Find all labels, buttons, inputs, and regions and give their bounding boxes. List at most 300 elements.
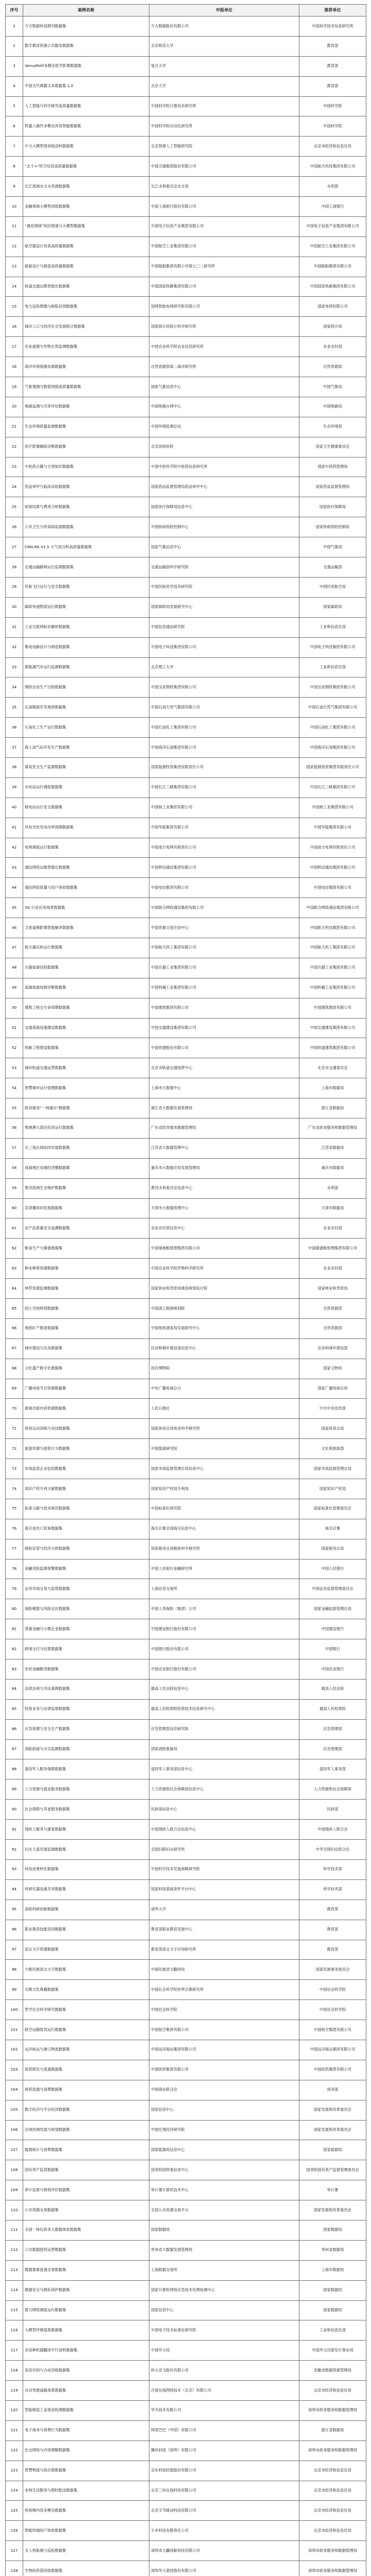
row-case-name: 智能终端用户体验数据集	[23, 2521, 149, 2541]
row-applicant: 中国石油化工集团有限公司	[149, 718, 299, 738]
row-applicant: 中国国家铁路集团有限公司	[149, 277, 299, 297]
row-recommender: 科学技术部	[299, 1859, 366, 1879]
row-recommender: 国家发展和改革委员会	[299, 2120, 366, 2140]
row-recommender: 国家数据局	[299, 2280, 366, 2300]
row-index: 68	[6, 1359, 23, 1379]
row-applicant: 中国人寿保险（集团）公司	[149, 1599, 299, 1619]
row-case-name: 船舶设计与制造高质量数据集	[23, 257, 149, 277]
row-case-name: 公共资源交易数据集	[23, 2200, 149, 2221]
row-recommender: 中国残疾人联合会	[299, 1820, 366, 1840]
row-applicant: 国家气象信息中心	[149, 537, 299, 557]
row-index: 39	[6, 777, 23, 798]
row-recommender: 中国石油化工集团有限公司	[299, 718, 366, 738]
table-row	[6, 1960, 366, 1980]
row-case-name: 黄河流域生态保护数据集	[23, 1178, 149, 1198]
row-applicant: 复旦大学	[149, 56, 299, 76]
table-row	[6, 2420, 366, 2441]
row-applicant: 中国民族语文翻译局	[149, 1960, 299, 1980]
table-row	[6, 1980, 366, 2000]
row-recommender: 北京市经济和信息化局	[299, 2481, 366, 2501]
row-recommender: 国家标准化管理委员会	[299, 1499, 366, 1519]
table-row	[6, 2160, 366, 2180]
row-index: 87	[6, 1739, 23, 1759]
row-applicant: 清华大学	[149, 1900, 299, 1920]
row-applicant: 中国远洋海运集团有限公司	[149, 2040, 299, 2060]
row-index: 24	[6, 477, 23, 497]
row-case-name: 海上油气田开发生产数据集	[23, 738, 149, 758]
row-applicant: 中国医药集团有限公司	[149, 2060, 299, 2080]
table-row	[6, 1679, 366, 1699]
row-index: 42	[6, 838, 23, 858]
row-case-name: 国土空间规划数据集	[23, 1299, 149, 1319]
row-recommender: 住房和城乡建设部	[299, 1338, 366, 1359]
row-recommender: 水利部	[299, 177, 366, 197]
row-case-name: 医保结算与费用分析数据集	[23, 497, 149, 517]
row-recommender: 国家数据局	[299, 2300, 366, 2320]
row-case-name: 数据安全与隐私保护数据集	[23, 2280, 149, 2300]
table-row	[6, 2481, 366, 2501]
row-recommender: 中国科学技术信息研究所	[299, 16, 366, 37]
row-index: 91	[6, 1820, 23, 1840]
row-applicant: 中国科学院计算技术研究所	[149, 96, 299, 116]
row-case-name: 保险精算与风险定价数据集	[23, 1599, 149, 1619]
row-index: 92	[6, 1840, 23, 1860]
row-case-name: 钢铁冶金生产过程数据集	[23, 677, 149, 698]
row-index: 94	[6, 1879, 23, 1900]
row-index: 109	[6, 2180, 23, 2200]
row-case-name: 商贸流通与消费数据集	[23, 2080, 149, 2100]
row-recommender: 自然资源部	[299, 1299, 366, 1319]
row-case-name: 铁路工程建设数据集	[23, 1038, 149, 1058]
row-case-name: 哲学社会科学研究数据集	[23, 2000, 149, 2020]
row-recommender: 中国航天科技集团有限公司	[299, 157, 366, 177]
row-applicant: 国家计算机网络应急技术处理协调中心	[149, 2280, 299, 2300]
row-index: 43	[6, 858, 23, 878]
table-row	[6, 1879, 366, 1900]
row-recommender: 国家邮政局	[299, 597, 366, 617]
row-applicant: 黄河水利委员会信息中心	[149, 1178, 299, 1198]
row-applicant: 国家知识产权局专利局	[149, 1479, 299, 1499]
row-applicant: 中国宝武钢铁集团有限公司	[149, 677, 299, 698]
row-recommender: 国家发展和改革委员会	[299, 2100, 366, 2120]
row-applicant: 国家邮政局发展研究中心	[149, 597, 299, 617]
row-case-name: 工业互联网标识解析数据集	[23, 617, 149, 637]
row-applicant: 中国交通建设集团有限公司	[149, 1018, 299, 1038]
row-recommender: 中国移动通信集团有限公司	[299, 858, 366, 878]
row-recommender: 国家能源投资集团有限责任公司	[299, 757, 366, 777]
row-applicant: 深圳市大疆创新科技有限公司	[149, 2541, 299, 2561]
row-case-name: 种业种质资源数据集	[23, 1259, 149, 1279]
row-case-name: 风电光伏发电功率预测数据集	[23, 818, 149, 838]
row-case-name: 药品审评与临床试验数据集	[23, 477, 149, 497]
table-row	[6, 2561, 366, 2576]
row-recommender: 重庆市数据局	[299, 1158, 366, 1178]
row-case-name: 城市建设与住房数据集	[23, 1338, 149, 1359]
row-applicant: 中国残疾人联合会信息中心	[149, 1820, 299, 1840]
row-case-name: 区域协调发展与规划数据集	[23, 2120, 149, 2140]
row-applicant: 应急管理部信息研究院	[149, 1719, 299, 1739]
table-row	[6, 818, 366, 838]
row-recommender: 民政部	[299, 1800, 366, 1820]
row-applicant: 中国社会科学院	[149, 2000, 299, 2020]
table-row	[6, 858, 366, 878]
table-row	[6, 96, 366, 116]
row-index: 122	[6, 2441, 23, 2461]
row-index: 88	[6, 1759, 23, 1780]
table-row	[6, 1379, 366, 1399]
row-case-name: 生态环境质量监测数据集	[23, 417, 149, 437]
row-index: 118	[6, 2361, 23, 2381]
row-case-name: 新能源汽车运行监测数据集	[23, 657, 149, 677]
row-applicant: 中国航天科工集团有限公司	[149, 938, 299, 958]
row-index: 35	[6, 698, 23, 718]
document-sheet	[5, 4, 366, 2576]
row-recommender: 工业和信息化部	[299, 617, 366, 637]
row-applicant: 最高人民法院信息中心	[149, 1679, 299, 1699]
row-recommender: 中国科学院	[299, 96, 366, 116]
row-case-name: 石油化工生产运行数据集	[23, 718, 149, 738]
row-index: 52	[6, 1038, 23, 1058]
table-row	[6, 1078, 366, 1098]
row-case-name: 证券市场交易与监管数据集	[23, 1579, 149, 1599]
row-index: 83	[6, 1659, 23, 1680]
row-index: 56	[6, 1118, 23, 1138]
row-recommender: 广东省政务服务和数据管理局	[299, 1118, 366, 1138]
row-recommender: 中国航天科技集团有限公司	[299, 918, 366, 938]
row-case-name: 跨境支付与结算数据集	[23, 1639, 149, 1659]
row-index: 101	[6, 2020, 23, 2040]
row-case-name: 林草资源监测数据集	[23, 1279, 149, 1299]
row-applicant: 中国联合网络通信集团有限公司	[149, 898, 299, 918]
table-row	[6, 2200, 366, 2221]
row-applicant: 中国南方电网有限责任公司	[149, 838, 299, 858]
row-index: 115	[6, 2300, 23, 2320]
row-index: 69	[6, 1379, 23, 1399]
row-applicant: 上海市大数据中心	[149, 1078, 299, 1098]
row-index: 77	[6, 1539, 23, 1559]
row-recommender: 深圳市政务服务和数据管理局	[299, 2400, 366, 2420]
row-index: 80	[6, 1599, 23, 1619]
row-case-name: 医疗影像辅助诊断数据集	[23, 437, 149, 457]
row-index: 55	[6, 1098, 23, 1118]
row-recommender: 北京市经济和信息化局	[299, 137, 366, 157]
row-case-name: 通信网络质量与用户体验数据集	[23, 878, 149, 898]
row-applicant: 中国石油天然气集团有限公司	[149, 698, 299, 718]
table-row	[6, 1840, 366, 1860]
row-index: 62	[6, 1239, 23, 1259]
row-index: 85	[6, 1699, 23, 1719]
row-case-name: 妇女儿童发展监测数据集	[23, 1840, 149, 1860]
row-recommender: 农业农村部	[299, 1218, 366, 1239]
row-recommender: 浙江省数据局	[299, 2420, 366, 2441]
row-applicant: 交通运输部科学研究院	[149, 557, 299, 578]
row-case-name: 少数民族语言文字数据集	[23, 1960, 149, 1980]
table-row	[6, 2120, 366, 2140]
table-row	[6, 1279, 366, 1299]
row-index: 51	[6, 1018, 23, 1038]
row-applicant: 中国船舶集团有限公司第七〇二研究所	[149, 257, 299, 277]
row-recommender: 中国建筑集团有限公司	[299, 998, 366, 1018]
row-case-name: 民航飞行运行与安全数据集	[23, 577, 149, 597]
row-index: 100	[6, 2000, 23, 2020]
row-index: 126	[6, 2521, 23, 2541]
row-index: 49	[6, 978, 23, 998]
row-applicant: 中国银行股份有限公司	[149, 1639, 299, 1659]
row-case-name: 自动驾驶道路场景数据集	[23, 2381, 149, 2401]
row-index: 103	[6, 2060, 23, 2080]
row-recommender: 国家市场监督管理总局	[299, 1459, 366, 1479]
row-recommender: 工业和信息化部	[299, 657, 366, 677]
row-recommender: 北京市交通委员会	[299, 1058, 366, 1078]
row-recommender: 中国航空工业集团有限公司	[299, 236, 366, 257]
row-index: 6	[6, 116, 23, 137]
row-applicant: 中国海洋石油集团有限公司	[149, 738, 299, 758]
row-recommender: 退役军人事务部	[299, 1759, 366, 1780]
row-index: 60	[6, 1198, 23, 1218]
row-applicant: 北京理工大学	[149, 657, 299, 677]
row-applicant: 百度在线网络技术（北京）有限公司	[149, 2381, 299, 2401]
row-case-name: 体育运动训练与竞技数据集	[23, 1419, 149, 1439]
row-recommender: 中国电信集团有限公司	[299, 878, 366, 898]
row-applicant: 退役军人事务部信息中心	[149, 1759, 299, 1780]
header-row	[6, 5, 366, 16]
row-applicant: 中国旅游研究院	[149, 1439, 299, 1459]
row-case-name: 社交网络与内容理解数据集	[23, 2441, 149, 2461]
row-case-name: 国有资产监管数据集	[23, 2160, 149, 2180]
row-case-name: 生物医药基因组数据集	[23, 2561, 149, 2576]
row-recommender: 天津市数据局	[299, 1198, 366, 1218]
table-row	[6, 738, 366, 758]
row-case-name: 水电站运行调度数据集	[23, 777, 149, 798]
row-applicant: 贵州省大数据发展管理局	[149, 2240, 299, 2260]
table-row	[6, 1318, 366, 1338]
row-recommender: 中国电子信息产业集团有限公司	[299, 216, 366, 236]
table-row	[6, 998, 366, 1018]
table-row	[6, 1098, 366, 1118]
row-index: 110	[6, 2200, 23, 2221]
table-row	[6, 2381, 366, 2401]
row-applicant: 国家科技基础条件平台中心	[149, 1879, 299, 1900]
row-case-name: 粮食生产与储备数据集	[23, 1239, 149, 1259]
row-index: 72	[6, 1439, 23, 1459]
row-index: 10	[6, 197, 23, 217]
row-case-name: 全国一体化政务大数据体系数据集	[23, 2220, 149, 2240]
row-applicant: 故宫博物院	[149, 1359, 299, 1379]
table-row	[6, 1459, 366, 1479]
row-index: 34	[6, 677, 23, 698]
row-case-name: 通信网络运维智能化数据集	[23, 858, 149, 878]
row-recommender: 中国社会科学院	[299, 2000, 366, 2020]
row-case-name: 成渝地区双城经济圈数据集	[23, 1158, 149, 1178]
row-index: 36	[6, 718, 23, 738]
row-applicant: 中国地质调查局发展研究中心	[149, 1318, 299, 1338]
row-index: 111	[6, 2220, 23, 2240]
row-recommender: 中国农业银行	[299, 1659, 366, 1680]
row-applicant: 中国航空工业集团有限公司	[149, 236, 299, 257]
row-applicant: 中国科学院自动化研究所	[149, 116, 299, 137]
row-recommender: 国家体育总局	[299, 1419, 366, 1439]
row-recommender: 中国电子科技集团有限公司	[299, 637, 366, 657]
row-case-name: 残疾人服务与康复数据集	[23, 1820, 149, 1840]
row-recommender: 教育部	[299, 76, 366, 96]
row-recommender: 中国国家铁路集团有限公司	[299, 277, 366, 297]
table-row	[6, 2100, 366, 2120]
row-index: 33	[6, 657, 23, 677]
row-applicant: 人力资源和社会保障部信息中心	[149, 1780, 299, 1800]
row-case-name: 电网调度运行数据集	[23, 838, 149, 858]
table-row	[6, 36, 366, 56]
row-recommender: 海关总署	[299, 1519, 366, 1539]
row-recommender: 自然资源部	[299, 357, 366, 377]
row-recommender: 教育部	[299, 1940, 366, 1960]
row-recommender: 中国南方电网有限责任公司	[299, 838, 366, 858]
row-applicant: 农业农村部信息中心	[149, 1218, 299, 1239]
table-row	[6, 2220, 366, 2240]
table-row	[6, 2341, 366, 2361]
row-recommender: 安徽省数据资源管理局	[299, 2361, 366, 2381]
row-index: 97	[6, 1940, 23, 1960]
table-row	[6, 1859, 366, 1879]
table-row	[6, 116, 366, 137]
row-applicant: 北京市轨道交通指挥中心	[149, 1058, 299, 1078]
row-case-name: “北斗+”时空信息高质量数据集	[23, 157, 149, 177]
row-applicant: 教育部职业教育发展中心	[149, 1920, 299, 1940]
row-case-name: 医药研发与流通数据集	[23, 2060, 149, 2080]
row-index: 54	[6, 1078, 23, 1098]
table-row	[6, 1759, 366, 1780]
table-row	[6, 1499, 366, 1519]
row-recommender: 应急管理部	[299, 1739, 366, 1759]
row-applicant: 中国中医科学院中医药信息研究所	[149, 457, 299, 477]
row-case-name: 宗教文化典籍数据集	[23, 1980, 149, 2000]
row-applicant: 中国华能集团有限公司	[149, 818, 299, 838]
row-applicant: 民政部信息中心	[149, 1800, 299, 1820]
row-recommender: 中国建设银行	[299, 1619, 366, 1639]
row-case-name: 算力网络调度运行数据集	[23, 2300, 149, 2320]
row-case-name: 金融领域大模型训练数据集	[23, 197, 149, 217]
row-recommender: 国家数据局	[299, 2220, 366, 2240]
row-index: 67	[6, 1338, 23, 1359]
row-case-name: 无人机航测与巡检数据集	[23, 2541, 149, 2561]
row-case-name: 人工智能与科学研究高质量数据集	[23, 96, 149, 116]
table-row	[6, 2280, 366, 2300]
row-recommender: 应急管理部	[299, 1719, 366, 1739]
row-case-name: 长江流域水文水资源数据集	[23, 177, 149, 197]
table-row	[6, 1299, 366, 1319]
table-row	[6, 1739, 366, 1759]
row-case-name: 金融风险监测预警数据集	[23, 1559, 149, 1579]
row-case-name: 文化遗产数字化数据集	[23, 1359, 149, 1379]
row-applicant: 中国国土勘测规划院	[149, 1299, 299, 1319]
row-case-name: 职业教育技能培训数据集	[23, 1920, 149, 1940]
table-row	[6, 1579, 366, 1599]
row-applicant: 国家数据局	[149, 2220, 299, 2240]
row-index: 106	[6, 2120, 23, 2140]
table-row	[6, 1800, 366, 1820]
table-row	[6, 1018, 366, 1038]
table-row	[6, 597, 366, 617]
table-row	[6, 1138, 366, 1158]
row-index: 2	[6, 36, 23, 56]
row-recommender: 农业农村部	[299, 1259, 366, 1279]
row-index: 12	[6, 236, 23, 257]
row-index: 84	[6, 1679, 23, 1699]
table-body	[6, 16, 366, 2576]
table-row	[6, 1118, 366, 1138]
row-index: 30	[6, 597, 23, 617]
row-recommender: 国家电网有限公司	[299, 297, 366, 317]
row-case-name: 能源统计与消费数据集	[23, 2140, 149, 2160]
table-row	[6, 777, 366, 798]
row-applicant: 重庆市大数据应用发展管理局	[149, 1158, 299, 1178]
table-row	[6, 918, 366, 938]
table-row	[6, 2501, 366, 2521]
row-case-name: 地质矿产勘查数据集	[23, 1318, 149, 1338]
row-index: 82	[6, 1639, 23, 1659]
row-recommender: 浙江省数据局	[299, 1098, 366, 1118]
table-row	[6, 437, 366, 457]
row-recommender: 水利部	[299, 1178, 366, 1198]
row-recommender: 江苏省数据局	[299, 1138, 366, 1158]
table-row	[6, 1218, 366, 1239]
row-case-name: 退役军人服务保障数据集	[23, 1759, 149, 1780]
row-applicant: 全国妇联妇女研究所	[149, 1840, 299, 1860]
table-row	[6, 517, 366, 537]
row-index: 8	[6, 157, 23, 177]
row-recommender: 商务部	[299, 2080, 366, 2100]
row-index: 79	[6, 1579, 23, 1599]
table-row	[6, 757, 366, 777]
row-case-name: 邮政快递物流运行数据集	[23, 597, 149, 617]
row-index: 128	[6, 2561, 23, 2576]
row-applicant: 阿里巴巴（中国）有限公司	[149, 2420, 299, 2441]
row-case-name: 新闻出版内容资源数据集	[23, 1399, 149, 1419]
row-case-name: 大模型评测基准数据集	[23, 2320, 149, 2341]
row-case-name: 京津冀协同发展数据集	[23, 1198, 149, 1218]
row-recommender: 中国华能集团有限公司	[299, 818, 366, 838]
row-case-name: 语音识别与合成训练数据集	[23, 2361, 149, 2381]
row-applicant: 中国核工业集团有限公司	[149, 798, 299, 818]
table-row	[6, 2361, 366, 2381]
row-index: 14	[6, 277, 23, 297]
table-row	[6, 838, 366, 858]
table-row	[6, 457, 366, 477]
table-row	[6, 1419, 366, 1439]
row-index: 5	[6, 96, 23, 116]
row-index: 89	[6, 1780, 23, 1800]
row-case-name: 万方数据科技期刊数据集	[23, 16, 149, 37]
table-row	[6, 1539, 366, 1559]
row-recommender: 中国储备粮管理集团有限公司	[299, 1239, 366, 1259]
row-applicant: 中国农业银行股份有限公司	[149, 1659, 299, 1680]
table-row	[6, 1699, 366, 1719]
row-recommender: 上海市数据局	[299, 2260, 366, 2280]
row-applicant: 国家市场监督管理总局信息中心	[149, 1459, 299, 1479]
row-recommender: 中国宝武钢铁集团有限公司	[299, 677, 366, 698]
row-applicant: 中国移动通信集团有限公司	[149, 858, 299, 878]
row-case-name: 智慧物流与供应链数据集	[23, 2461, 149, 2481]
row-index: 61	[6, 1218, 23, 1239]
row-applicant: 北京师范大学	[149, 36, 299, 56]
table-row	[6, 1038, 366, 1058]
row-case-name: 法律法规与司法案例数据集	[23, 1679, 149, 1699]
row-index: 20	[6, 397, 23, 417]
row-applicant: 江苏省大数据管理中心	[149, 1138, 299, 1158]
row-case-name: 数字教育资源公共服务数据集	[23, 36, 149, 56]
row-recommender: 中国联合网络通信集团有限公司	[299, 898, 366, 918]
row-recommender: 中国气象局	[299, 377, 366, 397]
row-applicant: 中国农业科学院作物科学研究所	[149, 1259, 299, 1279]
